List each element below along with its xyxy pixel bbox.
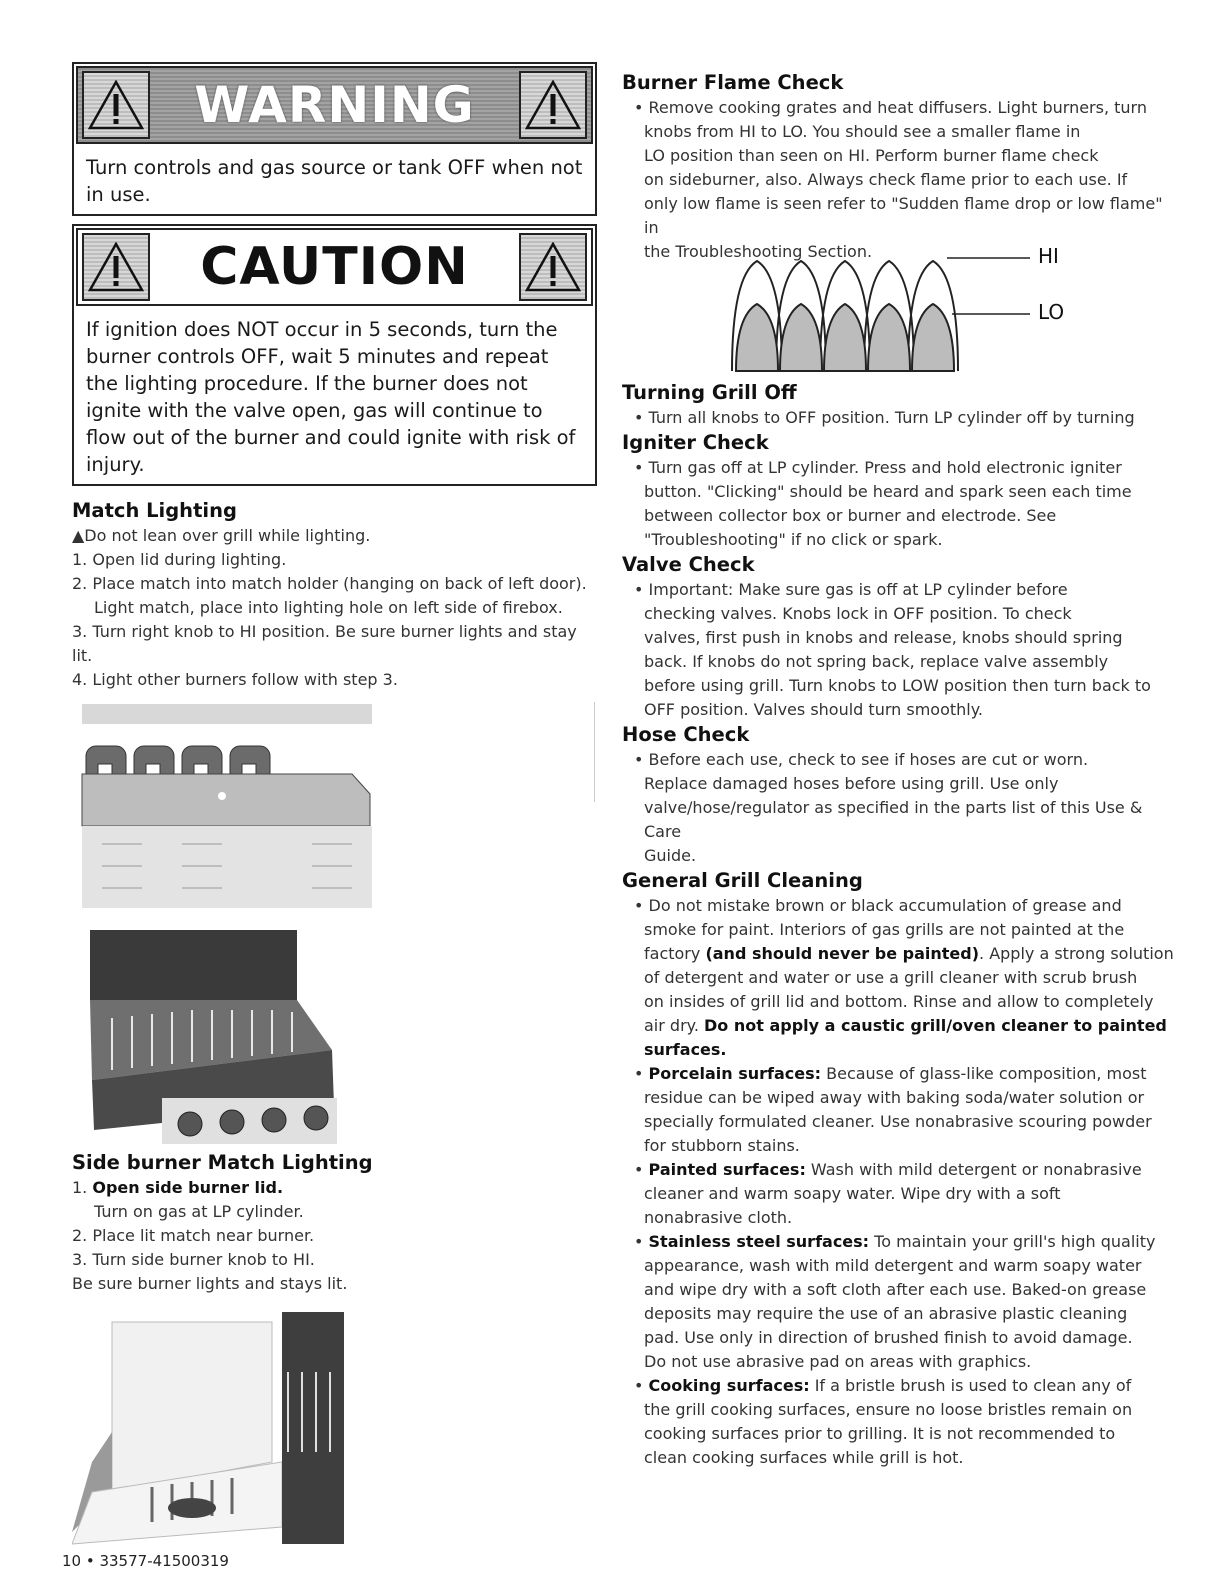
side-burner-line: 3. Turn side burner knob to HI. [72, 1250, 315, 1269]
warning-title: WARNING [194, 76, 475, 134]
cooking-label: Cooking surfaces: [648, 1376, 810, 1395]
burner-flame-check-line: on sideburner, also. Always check flame prior to each use. If [644, 170, 1128, 189]
burner-flame-check-line: • Remove cooking grates and heat diffusers. Light burners, turn [634, 98, 1147, 117]
caution-header [76, 228, 593, 306]
general-cleaning-text [622, 894, 1182, 1470]
burner-flame-check-text [622, 96, 1182, 264]
side-burner-illustration [72, 1312, 352, 1547]
valve-check-line: checking valves. Knobs lock in OFF position. To check [644, 604, 1072, 623]
burner-flame-check-line: the Troubleshooting Section. [644, 242, 873, 261]
general-cleaning-line [634, 942, 1182, 966]
valve-check-text [622, 578, 1182, 722]
general-cleaning-bold-span: surfaces. [644, 1040, 727, 1059]
flame-diagram [712, 246, 1112, 376]
cooking-line: clean cooking surfaces while grill is hot. [644, 1448, 964, 1467]
valve-check-heading: Valve Check [622, 553, 755, 576]
valve-check-line: valves, first push in knobs and release, knobs should spring [644, 628, 1123, 647]
hose-check-line: Replace damaged hoses before using grill. Use only [644, 774, 1059, 793]
grill-burners-illustration [72, 704, 372, 914]
warning-header [76, 66, 593, 144]
hose-check-line: • Before each use, check to see if hoses are cut or worn. [634, 750, 1089, 769]
hose-check-text [622, 748, 1182, 868]
stainless-first: To maintain your grill's high quality [869, 1232, 1156, 1251]
igniter-check-line: • Turn gas off at LP cylinder. Press and hold electronic igniter [634, 458, 1122, 477]
cooking-first: If a bristle brush is used to clean any of [809, 1376, 1132, 1395]
hose-check-line: Guide. [644, 846, 697, 865]
painted-label: Painted surfaces: [648, 1160, 806, 1179]
warning-triangle-icon [519, 71, 587, 139]
side-burner-step-1-text: Open side burner lid. [92, 1178, 284, 1197]
stainless-line: Do not use abrasive pad on areas with graphics. [644, 1352, 1032, 1371]
general-cleaning-line: on insides of grill lid and bottom. Rinse and allow to completely [644, 992, 1154, 1011]
stainless-label: Stainless steel surfaces: [648, 1232, 870, 1251]
warning-triangle-icon [82, 71, 150, 139]
match-lighting-line: Light match, place into lighting hole on left side of firebox. [94, 598, 563, 617]
match-lighting-line: 4. Light other burners follow with step 3. [72, 670, 398, 689]
painted-first: Wash with mild detergent or nonabrasive [805, 1160, 1142, 1179]
match-lighting-line: 1. Open lid during lighting. [72, 550, 287, 569]
cooking-line: • Cooking surfaces: If a bristle brush is used to clean any of [634, 1376, 1132, 1395]
match-lighting-line: 3. Turn right knob to HI position. Be sure burner lights and stay lit. [72, 622, 577, 665]
igniter-check-heading: Igniter Check [622, 431, 769, 454]
caution-box [72, 224, 597, 486]
hose-check-line: valve/hose/regulator as specified in the parts list of this Use & Care [644, 798, 1143, 841]
general-cleaning-text-span: air dry. [644, 1016, 705, 1035]
side-burner-line: Be sure burner lights and stays lit. [72, 1274, 348, 1293]
flame-lo-label: LO [1038, 300, 1065, 324]
left-column [72, 62, 597, 1547]
general-cleaning-text-span: . Apply a strong solution [979, 944, 1174, 963]
valve-check-line: OFF position. Valves should turn smoothly. [644, 700, 983, 719]
igniter-check-line: between collector box or burner and electrode. See [644, 506, 1057, 525]
open-grill-illustration [72, 930, 342, 1150]
turning-grill-off-heading: Turning Grill Off [622, 381, 797, 404]
cooking-line: cooking surfaces prior to grilling. It is not recommended to [644, 1424, 1116, 1443]
general-cleaning-line: of detergent and water or use a grill cleaner with scrub brush [644, 968, 1138, 987]
general-cleaning-bold-span: Do not apply a caustic grill/oven cleaner to painted [704, 1016, 1167, 1035]
porcelain-label: Porcelain surfaces: [648, 1064, 822, 1083]
caution-triangle-icon [82, 233, 150, 301]
valve-check-line: before using grill. Turn knobs to LOW position then turn back to [644, 676, 1151, 695]
burner-flame-check-line: LO position than seen on HI. Perform burner flame check [644, 146, 1099, 165]
general-cleaning-line [634, 1038, 1182, 1062]
valve-check-line: back. If knobs do not spring back, replace valve assembly [644, 652, 1109, 671]
igniter-check-line: button. "Clicking" should be heard and spark seen each time [644, 482, 1132, 501]
hose-check-heading: Hose Check [622, 723, 750, 746]
column-divider [594, 702, 595, 802]
porcelain-first: Because of glass-like composition, most [821, 1064, 1147, 1083]
porcelain-line: residue can be wiped away with baking soda/water solution or [644, 1088, 1145, 1107]
stainless-line: and wipe dry with a soft cloth after each use. Baked-on grease [644, 1280, 1147, 1299]
painted-line: • Painted surfaces: Wash with mild detergent or nonabrasive [634, 1160, 1142, 1179]
match-lighting-heading: Match Lighting [72, 499, 237, 522]
general-cleaning-line: • Do not mistake brown or black accumulation of grease and [634, 896, 1122, 915]
side-burner-heading: Side burner Match Lighting [72, 1151, 373, 1174]
match-lighting-line: 2. Place match into match holder (hanging on back of left door). [72, 574, 587, 593]
page-footer: 10 • 33577-41500319 [62, 1552, 229, 1570]
caution-title: CAUTION [200, 237, 469, 297]
general-cleaning-text-span: factory [644, 944, 706, 963]
stainless-line: pad. Use only in direction of brushed finish to avoid damage. [644, 1328, 1133, 1347]
turning-grill-off-text [622, 406, 1182, 430]
match-lighting-line: ▲Do not lean over grill while lighting. [72, 526, 371, 545]
warning-text: Turn controls and gas source or tank OFF when not in use. [86, 156, 583, 206]
general-cleaning-line: smoke for paint. Interiors of gas grills are not painted at the [644, 920, 1125, 939]
side-burner-line: 2. Place lit match near burner. [72, 1226, 315, 1245]
valve-check-line: • Important: Make sure gas is off at LP cylinder before [634, 580, 1068, 599]
side-burner-step-1-number: 1. [72, 1178, 88, 1197]
general-cleaning-line [634, 1014, 1182, 1038]
burner-flame-check-line: only low flame is seen refer to "Sudden flame drop or low flame" in [644, 194, 1163, 237]
caution-triangle-icon [519, 233, 587, 301]
burner-flame-check-line: knobs from HI to LO. You should see a smaller flame in [644, 122, 1081, 141]
stainless-line: deposits may require the use of an abrasive plastic cleaning [644, 1304, 1128, 1323]
warning-box [72, 62, 597, 216]
porcelain-line: specially formulated cleaner. Use nonabrasive scouring powder [644, 1112, 1152, 1131]
porcelain-line: for stubborn stains. [644, 1136, 800, 1155]
side-burner-line: Turn on gas at LP cylinder. [94, 1202, 304, 1221]
igniter-check-line: "Troubleshooting" if no click or spark. [644, 530, 943, 549]
right-column [622, 70, 1182, 1470]
stainless-line: appearance, wash with mild detergent and warm soapy water [644, 1256, 1142, 1275]
painted-line: cleaner and warm soapy water. Wipe dry with a soft [644, 1184, 1061, 1203]
general-cleaning-bold-span: (and should never be painted) [705, 944, 980, 963]
burner-flame-check-heading: Burner Flame Check [622, 71, 844, 94]
general-cleaning-heading: General Grill Cleaning [622, 869, 863, 892]
porcelain-line: • Porcelain surfaces: Because of glass-like composition, most [634, 1064, 1147, 1083]
flame-hi-label: HI [1038, 244, 1059, 268]
caution-text: If ignition does NOT occur in 5 seconds, turn the burner controls OFF, wait 5 minutes and repeat the lighting procedure. If the burner does not ignite with the valve open, gas will continue to flow out of the burner and could ignite with risk of injury. [86, 318, 576, 476]
side-burner-step-1 [72, 1176, 597, 1200]
painted-line: nonabrasive cloth. [644, 1208, 793, 1227]
stainless-line: • Stainless steel surfaces: To maintain your grill's high quality [634, 1232, 1156, 1251]
turning-grill-off-line: • Turn all knobs to OFF position. Turn LP cylinder off by turning [634, 408, 1135, 427]
cooking-line: the grill cooking surfaces, ensure no loose bristles remain on [644, 1400, 1133, 1419]
igniter-check-text [622, 456, 1182, 552]
